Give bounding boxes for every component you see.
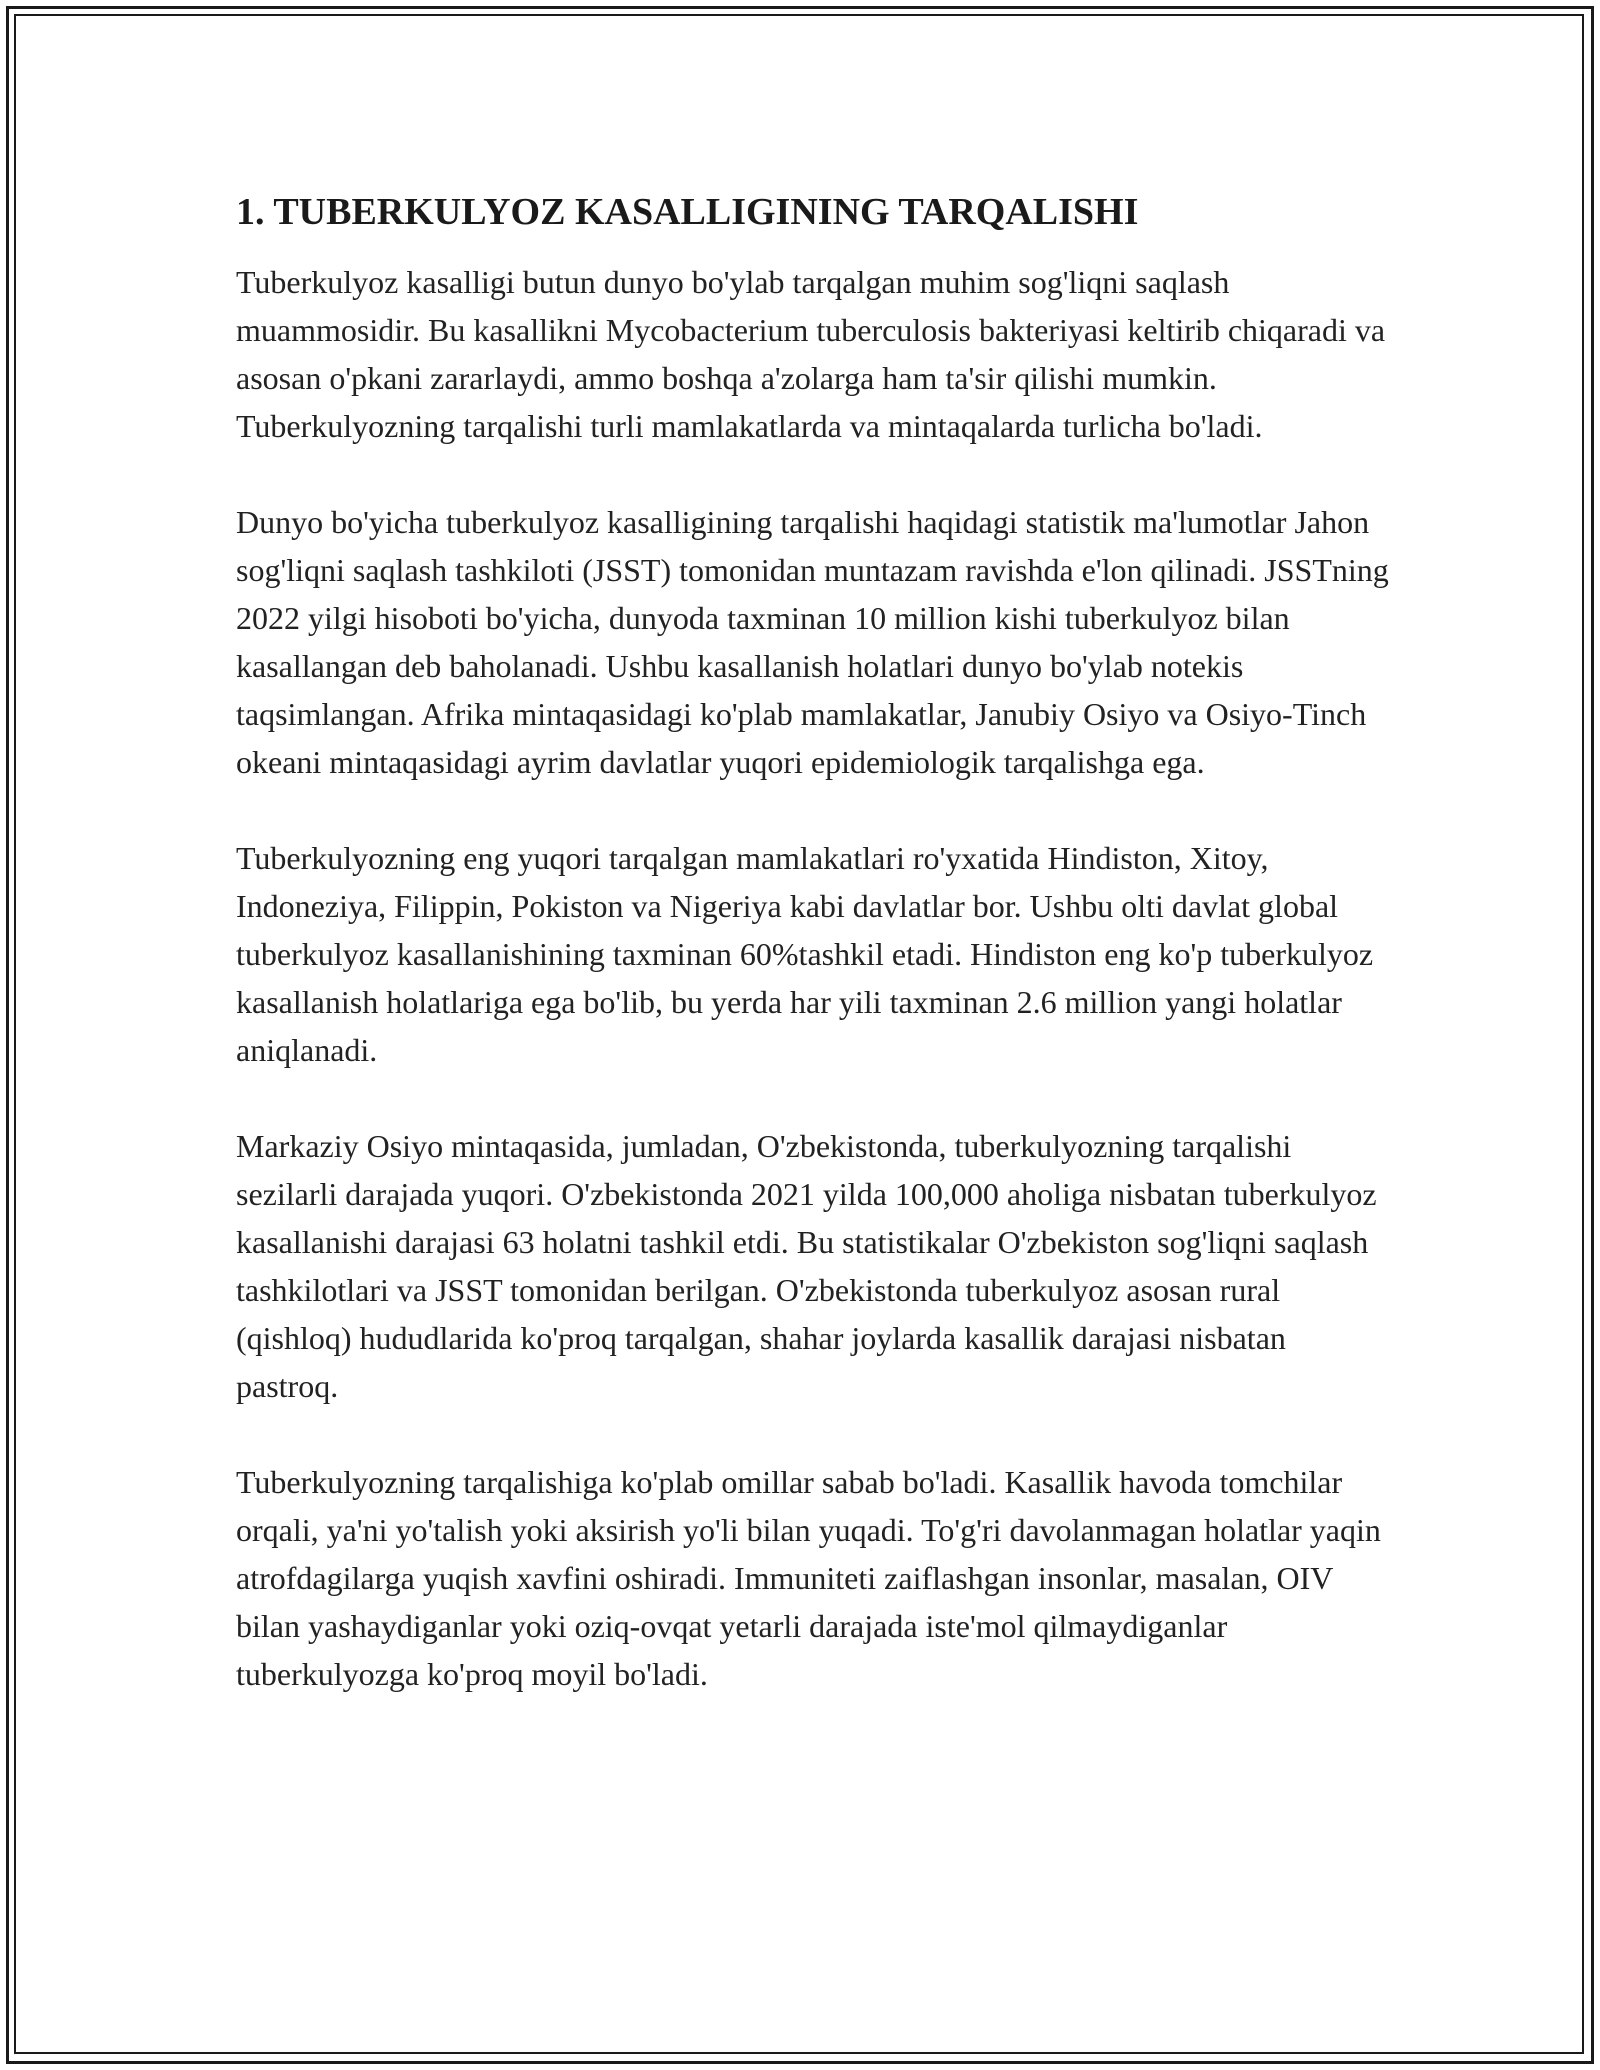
paragraph-risk-factors: Tuberkulyozning tarqalishiga ko'plab omillar sabab bo'ladi. Kasallik havoda tomchilar orqali, ya'ni yo'talish yoki aksirish yo'li bilan yuqadi. To'g'ri davolanmagan holatlar yaqin atrofdagilarga yuqish xavfini oshiradi. Immuniteti zaiflashgan insonlar, masalan, OIV bilan yashaydiganlar yoki oziq-ovqat yetarli darajada iste'mol qilmaydiganlar tuberkulyozga ko'proq moyil bo'ladi. (236, 1463, 1381, 1692)
paragraph-high-burden-countries: Tuberkulyozning eng yuqori tarqalgan mamlakatlari ro'yxatida Hindiston, Xitoy, Indoneziya, Filippin, Pokiston va Nigeriya kabi davlatlar bor. Ushbu olti davlat global tuberkulyoz kasallanishining taxminan 60%tashkil etadi. Hindiston eng ko'p tuberkulyoz kasallanish holatlariga ega bo'lib, bu yerda har yili taxminan 2.6 million yangi holatlar aniqlanadi. (236, 839, 1374, 1068)
paragraph-central-asia: Markaziy Osiyo mintaqasida, jumladan, O'zbekistonda, tuberkulyozning tarqalishi sezilarli darajada yuqori. O'zbekistonda 2021 yilda 100,000 aholiga nisbatan tuberkulyoz kasallanishi darajasi 63 holatni tashkil etdi. Bu statistikalar O'zbekiston sog'liqni saqlash tashkilotlari va JSST tomonidan berilgan. O'zbekistonda tuberkulyoz asosan rural (qishloq) hududlarida ko'proq tarqalgan, shahar joylarda kasallik darajasi nisbatan pastroq. (236, 1127, 1377, 1404)
document-body (236, 190, 1396, 1746)
paragraph-intro: Tuberkulyoz kasalligi butun dunyo bo'ylab tarqalgan muhim sog'liqni saqlash muammosidir. Bu kasallikni Mycobacterium tuberculosis bakteriyasi keltirib chiqaradi va asosan o'pkani zararlaydi, ammo boshqa a'zolarga ham ta'sir qilishi mumkin. Tuberkulyozning tarqalishi turli mamlakatlarda va mintaqalarda turlicha bo'ladi. (236, 263, 1386, 444)
section-title: 1. TUBERKULYOZ KASALLIGINING TARQALISHI (236, 191, 1139, 233)
paragraph-global-statistics: Dunyo bo'yicha tuberkulyoz kasalligining tarqalishi haqidagi statistik ma'lumotlar Jahon sog'liqni saqlash tashkiloti (JSST) tomonidan muntazam ravishda e'lon qilinadi. JSSTning 2022 yilgi hisoboti bo'yicha, dunyoda taxminan 10 million kishi tuberkulyoz bilan kasallangan deb baholanadi. Ushbu kasallanish holatlari dunyo bo'ylab notekis taqsimlangan. Afrika mintaqasidagi ko'plab mamlakatlar, Janubiy Osiyo va Osiyo-Tinch okeani mintaqasidagi ayrim davlatlar yuqori epidemiologik tarqalishga ega. (236, 503, 1389, 780)
